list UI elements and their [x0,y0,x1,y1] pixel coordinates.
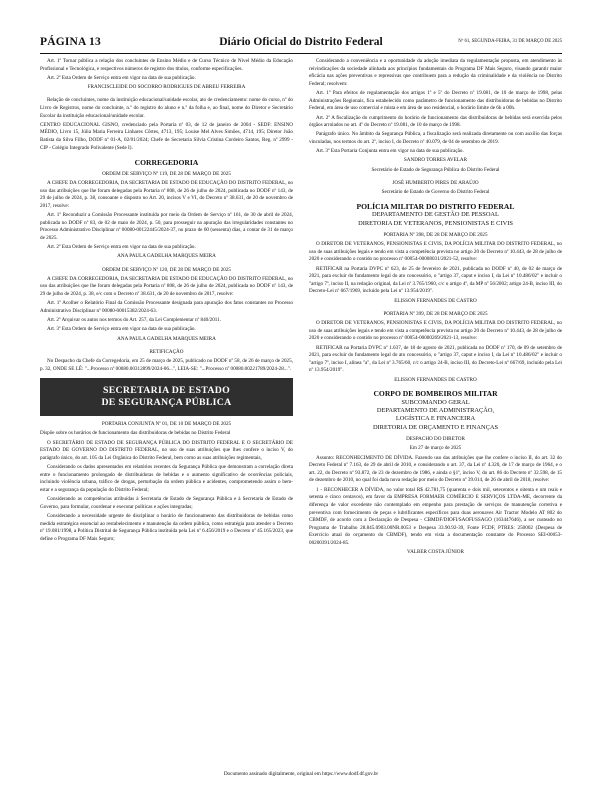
paragraph: Relação de concluintes, nome da instituição educacional/unidade escolar, ato de credenciamento: nome do curso, nº do Livro de Registros, nome do concluinte, n.º do registro do aluno e n.º da folha e, ao final, nome do Diretor e Secretário Escolar da instituição educacional/unidade escolar. [40,97,293,119]
page-number: PÁGINA 13 [40,36,101,48]
section-subtitle: DIRETORIA DE ORÇAMENTO E FINANÇAS [372,423,499,431]
act-title: PORTARIA Nº 399, DE 28 DE MARÇO DE 2025 [383,310,488,317]
signature: ANA PAULA GADELHA MARQUES MEIRA [117,335,216,342]
paragraph: Assunto: RECONHECIMENTO DE DÍVIDA. Fazendo uso das atribuições que lhe confere o inciso II, do art. 32 do Decreto Federal nº 7.163, de 29 de abril de 2010, e considerando o art. 37, da Lei nº 4.320, de 17 de março de 1964, e o art. 22, do Decreto nº 93.872, de 23 de dezembro de 1986, e ainda o §1º, inciso V, do art. 86 do Decreto nº 32.598, de 15 de dezembro de 2010, no qual foi dada nova redação por meio do Decreto nº 39.014, de 26 de abril de 2018, resolve: [309,454,562,484]
act-title: ORDEM DE SERVIÇO Nº 119, DE 28 DE MARÇO DE 2025 [102,170,231,177]
signature: VALBER COSTA JÚNIOR [407,549,464,556]
section-subtitle: DEPARTAMENTO DE GESTÃO DE PESSOAL [372,211,499,219]
signature: ANA PAULA GADELHA MARQUES MEIRA [117,253,216,260]
paragraph: Art. 2º A fiscalização do cumprimento do horário de funcionamento das distribuidoras de bebidas será exercida pelos órgãos arrolados no art. 4º do Decreto nº 19.081, de 10 de março de 1998. [309,114,562,129]
paragraph: Art. 1º Para efeitos de regulamentação dos artigos 1º e 5º do Decreto nº 19.081, de 10 de março de 1998, pelas Administrações Regionais, fica estabelecido como parâmetro de funcionamento das distribuidoras de bebidas no Distrito Federal, em área de uso comercial e mista e em área de uso residencial, o horário limite de 6h a 00h. [309,90,562,112]
signature: FRANCISCLEIDE DO SOCORRO RODRIGUES DE ABREU FERREIRA [87,84,246,91]
section-banner-seguranca [40,378,293,416]
paragraph: A CHEFE DA CORREGEDORIA, DA SECRETARIA DE ESTADO DE EDUCAÇÃO DO DISTRITO FEDERAL, no uso das atribuições que lhe foram delegadas pela Portaria nº 808, de 26 de julho de 2024, publicada no DODF nº 143, de 29 de julho de 2024, p. 38, e/c com o Decreto nº 38.631, de 20 de novembro de 2017, resolve: [40,275,293,298]
act-title: PORTARIA CONJUNTA Nº 01, DE 10 DE MARÇO DE 2025 [101,421,232,428]
paragraph: O SECRETÁRIO DE ESTADO DE SEGURANÇA PÚBLICA DO DISTRITO FEDERAL E O SECRETÁRIO DE ESTADO DE GOVERNO DO DISTRITO FEDERAL, no uso de suas atribuições que lhes confere o inciso V, do parágrafo único, do art. 105 da Lei Orgânica do Distrito Federal, bem como as suas atribuições regimentais, [40,439,293,461]
edition-info: Nº 61, SEGUNDA-FEIRA, 31 DE MARÇO DE 2025 [458,39,562,44]
act-title: ORDEM DE SERVIÇO Nº 120, DE 28 DE MARÇO DE 2025 [102,266,231,273]
paragraph: Art. 1º Acolher o Relatório Final da Comissão Processante designada para apuração dos fatos constantes no Processo Administrativo Disciplinar nº 00080-00015382/2024-63. [40,300,293,314]
act-date: Em 27 de março de 2025 [409,445,462,452]
signature: ELISSON FERNANDES DE CASTRO [394,376,477,383]
signature-role: Secretário de Estado de Segurança Pública do Distrito Federal [371,166,500,173]
paragraph: Art. 2º Esta Ordem de Serviço entra em vigor na data de sua publicação. [47,74,196,81]
act-title: DESPACHO DO DIRETOR [406,436,465,443]
banner-line: SECRETARIA DE ESTADO [102,385,231,397]
paragraph: O DIRETOR DE VETERANOS, PENSIONISTAS E CIVIS, DA POLÍCIA MILITAR DO DISTRITO FEDERAL, no uso de suas atribuições legais e tendo em vista a competência prevista no artigo 20 do Decreto nº 10.443, de 28 de julho de 2020 e considerando o contido no processo nº 00054-00008031/2021-52, resolve: [309,241,562,263]
signature: SANDRO TORRES AVELAR [403,157,468,164]
paragraph: Art. 3º Esta Portaria Conjunta entra em vigor na data de sua publicação. [316,148,464,155]
section-subtitle: DEPARTAMENTO DE ADMINISTRAÇÃO, [376,407,495,415]
section-subtitle: SUBCOMANDO GERAL [401,398,470,406]
paragraph: Dispõe sobre os horários de funcionamento das distribuidoras de bebidas no Distrito Federal [40,430,231,437]
right-column [309,58,562,558]
section-title-cbmdf: CORPO DE BOMBEIROS MILITAR [373,389,498,399]
signature: JOSÉ HUMBERTO PIRES DE ARAÚJO [392,179,479,186]
paragraph: Art. 2º Arquivar os autos nos termos do Art. 257, da Lei Complementar nº 840/2011. [47,317,222,324]
act-title: PORTARIA Nº 398, DE 28 DE MARÇO DE 2025 [383,231,488,238]
banner-line: DE SEGURANÇA PÚBLICA [101,397,232,409]
paragraph: A CHEFE DA CORREGEDORIA, DA SECRETARIA DE ESTADO DE EDUCAÇÃO DO DISTRITO FEDERAL, no uso das atribuições que lhe foram delegadas pela Portaria nº 808, de 26 de julho de 2024, publicada no DODF nº 143, de 29 de julho de 2024, p. 38, consoante o disposto no Art. 20, incisos V e VI, do Decreto nº 38.631, de 20 de novembro de 2017, resolve: [40,179,293,209]
act-title: RETIFICAÇÃO [149,348,184,355]
paragraph: Considerando os dados apresentados em relatórios recentes da Segurança Pública que demonstram a correlação direta entre o funcionamento prolongado de distribuidoras de bebidas e o aumento significativo de ocorrências policiais, incluindo violência urbana, tráfico de drogas, perturbação da ordem pública e acidentes, comprometendo assim o bem-estar e a segurança da população do Distrito Federal; [40,464,293,493]
paragraph: Art. 1º Tornar pública a relação dos concluintes de Ensino Médio e de Curso Técnico de Nível Médio da Educação Profissional e Tecnológica, e respectivos números de registro dos títulos, conforme especificações. [40,58,293,72]
paragraph: Considerando a conveniência e a oportunidade da adoção imediata da regulamentação proposta, em atendimento às reivindicações da sociedade alinhada aos princípios fundamentais do Programa DF Mais Seguro, visando garantir maior eficácia nas ações preventivas e repressivas que contribuem para a redução da criminalidade e da violência no Distrito Federal; resolvem: [309,58,562,87]
footer-note: Documento assinado digitalmente, original em https://www.dodf.df.gov.br [223,771,379,777]
paragraph: CENTRO EDUCACIONAL GISNO, credenciado pela Portaria nº 03, de 12 de janeiro de 2004 - SEDF: ENSINO MÉDIO, Livro 15, Júlia Maria Ferreira Linhares Côrtes, 4713, 195; Louise Mel Alves Simões, 4714, 195; Diretor João Batista da Silva Filho, DODF nº 01-A, 02/01/2024; Chefe de Secretaria Silvia Cristina Cordeiro Santos, Reg. nº 2999 - CIP - Colégio Integrado Polivalente (Sede I). [40,121,293,151]
section-title-pmdf: POLÍCIA MILITAR DO DISTRITO FEDERAL [356,201,515,211]
paragraph: O DIRETOR DE VETERANOS, PENSIONISTAS E CIVIS, DA POLÍCIA MILITAR DO DISTRITO FEDERAL, no uso de suas atribuições legais e tendo em vista a competência prevista no artigo 20 do Decreto nº 10.443, de 28 de julho de 2020 e considerando o contido no processo nº 00054-00000269/2021-13, resolve: [309,320,562,342]
paragraph: No Despacho da Chefe da Corregedoria, em 25 de março de 2025, publicado no DODF nº 58, de 26 de março de 2025, p. 32, ONDE SE LÊ: "...Processo nº 00080.00312899/2024-06...", LEIA-SE: "...Processo nº 00080.00221789/2024-28...". [40,357,293,372]
journal-title: Diário Oficial do Distrito Federal [219,36,383,48]
signature-role: Secretário de Estado de Governo do Distrito Federal [381,189,490,196]
section-subtitle: LOGÍSTICA E FINANCEIRA [395,415,476,423]
header-rule [40,53,562,54]
signature: ELISSON FERNANDES DE CASTRO [394,297,477,304]
paragraph: Considerando as competências atribuídas à Secretaria de Estado de Segurança Pública e à Secretaria de Estado de Governo, para formular, coordenar e executar políticas e ações integradas; [40,496,293,510]
page-header [40,36,562,52]
paragraph: RETIFICAR na Portaria DVPC nº 1.037, de 18 de agosto de 2021, publicada no DODF nº 170, de 09 de setembro de 2021, para excluir do fundamento legal do ato concessório, o "artigo 37, caput e inciso I, da Lei nº 10.486/02" e incluir o "artigo 7º, inciso I, alínea "a", da Lei nº 3.765/60, c/c o artigo 24-B, inciso III, do Decreto-Lei nº 667/69, incluído pela Lei nº 13.954/2019". [309,344,562,374]
section-subtitle: DIRETORIA DE VETERANOS, PENSIONISTAS E CIVIS [358,219,513,227]
section-title-corregedoria: CORREGEDORIA [134,158,199,168]
paragraph: Art. 2º Esta Ordem de Serviço entra em vigor na data de sua publicação. [47,244,196,251]
paragraph: Considerando a necessidade urgente de disciplinar o horário de funcionamento das distribuidoras de bebidas como medida estratégica essencial ao restabelecimento e manutenção da ordem pública, como estratégia para atender o Decreto nº 19.081/1998, a Política Distrital de Segurança Pública instituída pela Lei nº 6.456/2019 e o Decreto nº 45.165/2023, que define o Programa DF Mais Seguro; [40,512,293,542]
paragraph: RETIFICAR na Portaria DVPC nº 623, de 25 de fevereiro de 2021, publicada no DODF nº 40, de 02 de março de 2021, para excluir do fundamento legal do ato concessório, o "artigo 37, caput e inciso I, da Lei nº 10.486/02" e incluir o "artigo 7º, inciso II, na redação original, da Lei nº 3.765/1960, c/c o artigo 4º, da MP nº 56/2002; artigo 24-B, inciso III, do Decreto-Lei nº 667/1969, incluído pela Lei nº 13.954/2019". [309,265,562,295]
paragraph: Art. 1º Reconduzir a Comissão Processante instituída por meio da Ordem de Serviço nº 161, de 30 de abril de 2024, publicada no DODF nº 83, de 02 de maio de 2024, p. 50, para prosseguir na apuração das irregularidades constantes no Processo Administrativo Disciplinar nº 00080-00122445/2024-37, no prazo de 60 (sessenta) dias, a contar de 31 de março de 2025. [40,212,293,241]
paragraph: Parágrafo único. No âmbito da Segurança Pública, a fiscalização será realizada diretamente ou com auxílio das forças vinculadas, nos termos do art. 2º, inciso I, do Decreto nº 40.079, de 04 de setembro de 2019. [309,131,562,146]
left-column [40,58,293,545]
paragraph: Art. 3º Esta Ordem de Serviço entra em vigor na data de sua publicação. [47,326,196,333]
paragraph: 1 - RECONHECER A DÍVIDA, no valor total R$ 42.781,75 (quarenta e dois mil, setecentos e oitenta e um reais e setenta e cinco centavos), em favor da EMPRESA FORMAER COMÉRCIO E SERVIÇOS LTDA-ME, decorrente da diferença de valor excedente não contemplado em empenho para prestação de serviços de manutenção corretiva e preventiva com fornecimento de peças e lubrificantes específicos para duas aeronaves Air Tractor Modelo AT 802 do CBMDF, de acordo com a Declaração de Despesa - CBMDF/DIOFI/SAOFI/SSAGO (163447646), a ser custeado no Programa de Trabalho 28.845.0903.00NR.0053 e Despesa 33.90.92-39, Fonte FCDF, PTRES: 250002 (Despesa de Exercício atual do orçamento do CBMDF), tendo em vista a documentação constante do Processo SEI-00053-00200391/2024-85. [309,486,562,546]
